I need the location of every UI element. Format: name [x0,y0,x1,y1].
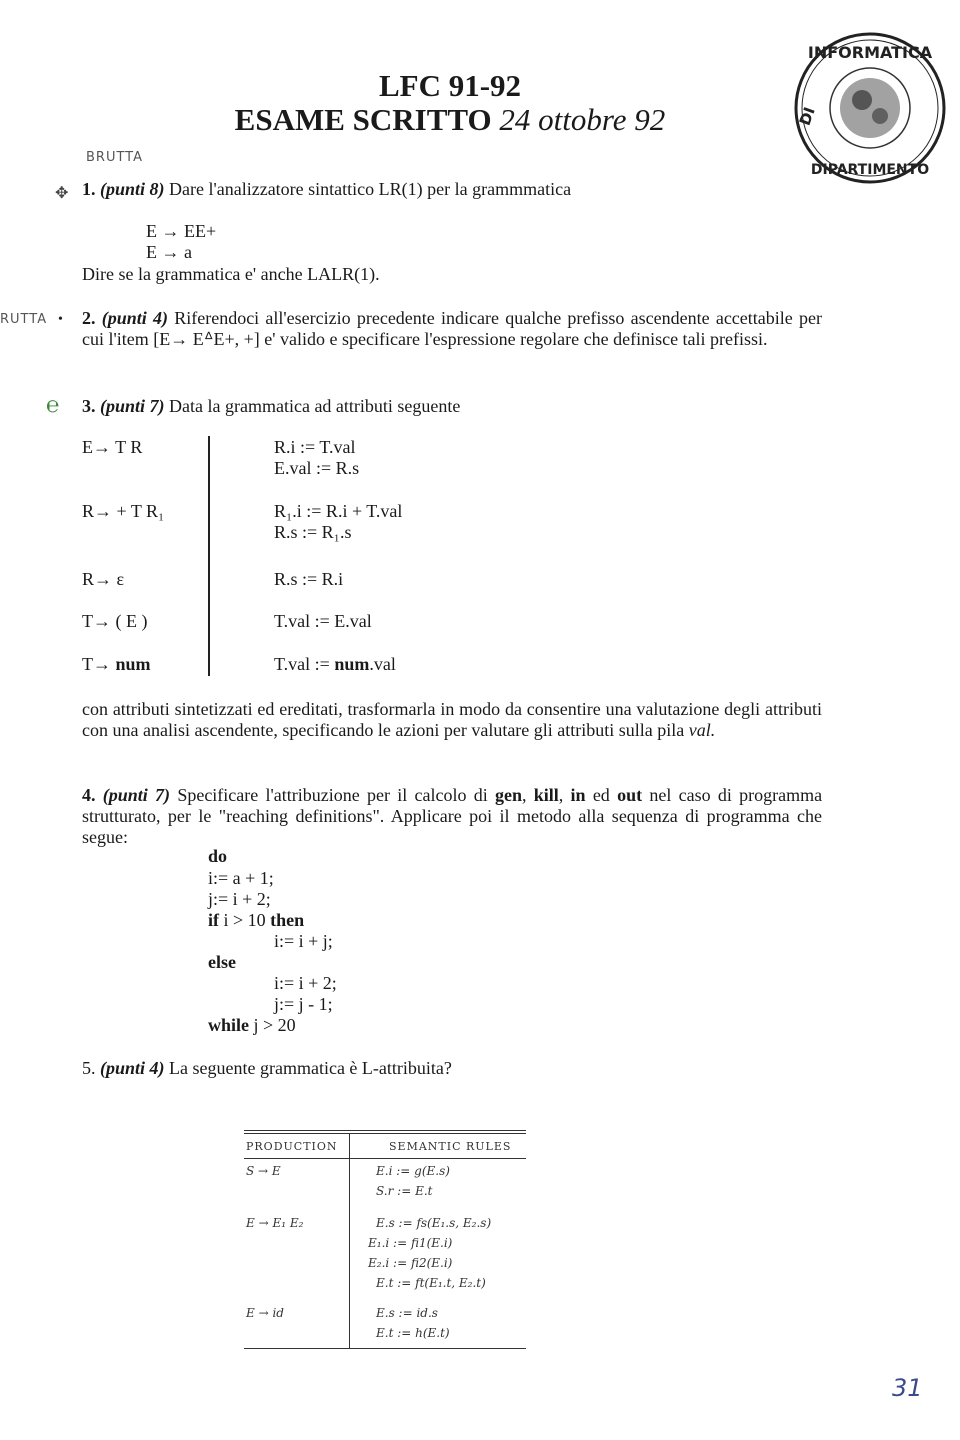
question-5: 5. (punti 4) La seguente grammatica è L-attribuita? [82,1058,452,1078]
stamp-text-bottom: DIPARTIMENTO [810,162,930,178]
margin-dot-icon: • [58,312,63,327]
table-prod-1: S → E [246,1164,281,1178]
code-while: while j > 20 [208,1015,296,1035]
q3-rule-2b: R.s := R₁.s [274,522,352,542]
table-rule-1b: S.r := E.t [376,1184,433,1198]
table-prod-2: E → E₁ E₂ [246,1216,304,1230]
question-1: 1. (punti 8) Dare l'analizzatore sintattico LR(1) per la grammmatica [82,179,572,199]
margin-mark-icon: ✥ [55,185,69,202]
table-rule-2d: E.t := ft(E₁.t, E₂.t) [376,1276,486,1290]
table-rule-2c: E₂.i := fi2(E.i) [368,1256,453,1270]
exam-subtitle [0,102,900,138]
table-rule-3a: E.s := id.s [376,1306,438,1320]
department-stamp-icon [790,28,950,188]
exam-date: 24 ottobre 92 [499,102,666,137]
code-line-2: j:= i + 2; [208,889,271,909]
code-line-3: i:= i + j; [274,931,333,951]
table-rule-3b: E.t := h(E.t) [376,1326,450,1340]
q3-rule-4: T.val := E.val [274,611,372,631]
stamp-text-top: INFORMATICA [807,43,933,62]
margin-check-icon: ℮ [46,392,60,417]
q1-rule-2: E → a [146,242,192,262]
l-attributed-table [244,1130,526,1350]
q1-lalr-question: Dire se la grammatica e' anche LALR(1). [82,264,380,284]
handwritten-note-brutta: BRUTTA [86,150,144,165]
q3-instructions: con attributi sintetizzati ed ereditati, trasformarla in modo da consentire una valutazione degli attributi con una analisi ascendente, specificando le azioni per valutare gli attributi sulla pila val. [82,699,822,740]
table-rule-1a: E.i := g(E.s) [376,1164,450,1178]
code-do: do [208,846,228,866]
question-2: 2. (punti 4) Riferendoci all'esercizio precedente indicare qualche prefisso ascendente accettabile per cui l'item [E→ EᐞE+, +] e' valido e specificare l'espressione regolare che definisce tali prefissi. [82,308,822,349]
q3-production-4: T→ ( E ) [82,611,148,631]
table-rule-2b: E₁.i := fi1(E.i) [368,1236,453,1250]
code-else: else [208,952,236,972]
question-3: 3. (punti 7) Data la grammatica ad attributi seguente [82,396,461,416]
question-4: 4. (punti 7) Specificare l'attribuzione per il calcolo di gen, kill, in ed out nel caso di programma strutturato, per le "reaching definitions". Applicare poi il metodo alla sequenza di programma che segue: [82,785,823,847]
q3-rule-1b: E.val := R.s [274,458,360,478]
code-line-5: j:= j - 1; [274,994,333,1014]
q3-production-1: E→ T R [82,437,143,457]
handwritten-note-rutta: RUTTA [0,312,48,327]
q3-production-5: T→ num [82,654,151,674]
exam-title: LFC 91-92 [378,68,522,103]
stamp-text-left: DI [795,104,819,128]
exam-name: ESAME SCRITTO [234,102,492,137]
attribute-grammar-divider [208,436,210,676]
code-if: if i > 10 then [208,910,305,930]
table-header-production: PRODUCTION [246,1140,338,1153]
code-line-4: i:= i + 2; [274,973,337,993]
page-number: 31 [892,1374,923,1402]
q3-rule-1a: R.i := T.val [274,437,356,457]
q3-production-2: R→ + T R₁ [82,501,165,521]
q3-rule-3: R.s := R.i [274,569,344,589]
q1-rule-1: E → EE+ [146,221,217,241]
table-prod-3: E → id [246,1306,284,1320]
q3-production-3: R→ ε [82,569,125,589]
q3-rule-5: T.val := num.val [274,654,396,674]
q3-rule-2a: R₁.i := R.i + T.val [274,501,403,521]
code-line-1: i:= a + 1; [208,868,274,888]
table-rule-2a: E.s := fs(E₁.s, E₂.s) [376,1216,492,1230]
table-header-semantic: SEMANTIC RULES [389,1140,512,1153]
